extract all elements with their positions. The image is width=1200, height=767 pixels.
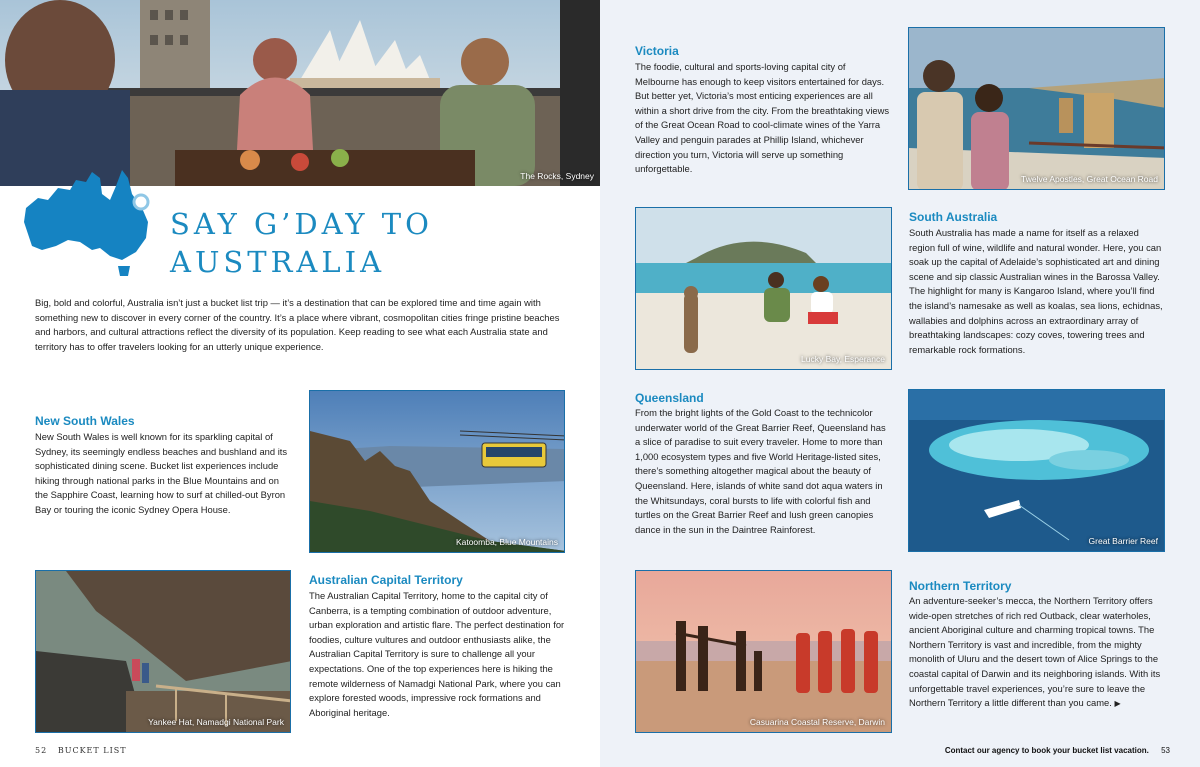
- nsw-photo: [309, 390, 565, 553]
- right-folio: [945, 746, 1170, 755]
- qld-photo: [908, 389, 1165, 552]
- right-page: [600, 0, 1200, 767]
- qld-heading: Queensland: [635, 391, 704, 405]
- nsw-photo-art: [310, 391, 565, 553]
- nsw-heading: New South Wales: [35, 414, 135, 428]
- page-title-line-1: SAY G’DAY TO: [170, 207, 433, 241]
- vic-text: The foodie, cultural and sports-loving capital city of Melbourne has enough to keep visitors entertained for days. But better yet, Victoria’s most enticing experiences are all within a short drive from the city. From the breathtaking views of the Great Ocean Road to cool-climate wines of the Yarra Valley and penguin parades at Phillip Island, whichever direction you turn, Victoria will serve up something unforgettable.: [635, 61, 890, 175]
- page-title-line-2: AUSTRALIA: [170, 245, 386, 279]
- sa-photo-art: [636, 208, 892, 370]
- act-heading: Australian Capital Territory: [309, 573, 463, 587]
- act-text: The Australian Capital Territory, home to the capital city of Canberra, is a tempting combination of outdoor adventure, urban exploration and artistic flare. The perfect destination for foodies, culture vultures and outdoor enthusiasts alike, the Australian Capital Territory is sure to challenge all your expectations. One of the top experiences here is hiking the remote wilderness of Namadgi National Park, where you can explore forested woods, impressive rock formations and Aboriginal heritage.: [309, 590, 565, 718]
- hero-photo: [0, 0, 600, 186]
- nt-text: [909, 594, 1167, 712]
- left-page-number: 52: [35, 746, 48, 755]
- act-photo-art: [36, 571, 291, 733]
- page-title: [170, 205, 433, 281]
- act-photo-caption: Yankee Hat, Namadgi National Park: [148, 717, 284, 727]
- sa-heading: South Australia: [909, 210, 998, 224]
- booking-cta: Contact our agency to book your bucket list vacation.: [944, 746, 1149, 755]
- vic-photo: [908, 27, 1165, 190]
- sa-text: South Australia has made a name for itself as a relaxed region full of wine, wildlife and natural wonder. Here, you can soak up the capital of Adelaide’s sophisticated art and dining scene and sip classic Australian wines in the Barossa Valley. The highlight for many is Kangaroo Island, where you’ll find the island’s namesake as well as koalas, sea lions, echidnas, wallabies and dolphins across an extraordinary array of breathtaking landscapes: cozy coves, towering trees and remarkable rock formations.: [909, 227, 1163, 355]
- hero-photo-caption: The Rocks, Sydney: [520, 171, 594, 181]
- nsw-text: New South Wales is well known for its sparkling capital of Sydney, its seemingly endless beaches and bushland and its sophisticated dining scene. Bucket list experiences include hiking through national parks in the Blue Mountains and on the Sapphire Coast, learning how to surf at chilled-out Byron Bay or touring the iconic Sydney Opera House.: [35, 431, 288, 515]
- intro-paragraph: Big, bold and colorful, Australia isn’t just a bucket list trip — it’s a destination that can be explored time and time again with something new to discover in every corner of the country. It’s a place where vibrant, cosmopolitan cities fringe pristine beaches and harbors, and cultural attractions reflect the diversity of its population. Keep reading to see what each Australia state and territory has to offer travelers looking for an utterly unique experience.: [35, 297, 560, 352]
- nt-text-body: An adventure-seeker’s mecca, the Northern Territory offers wide-open stretches of rich red Outback, clear waterholes, ancient Aboriginal culture and charming tropical towns. The Northern Territory is vast and incredible, from the mighty monolith of Uluru and the desert town of Alice Springs to the coastal capital of Darwin and its neighboring islands. With its unforgettable travel experiences, you’re sure to leave the Northern Territory a little different than you came.: [909, 595, 1161, 709]
- sa-photo-caption: Lucky Bay, Esperance: [801, 354, 885, 364]
- qld-photo-caption: Great Barrier Reef: [1088, 536, 1158, 546]
- qld-text: From the bright lights of the Gold Coast to the technicolor underwater world of the Great Barrier Reef, Queensland has a slice of paradise to suit every traveler. Home to more than 1,000 ecosystem types and five World Heritage-listed sites, there’s something altogether magical about the beauty of Queensland. Here, islands of white sand dot aqua waters in the Whitsundays, coral bursts to life with colorful fish and turtles on the Great Barrier Reef and lush green canopies dance in the sun in the Daintree Rainforest.: [635, 407, 886, 535]
- continue-arrow-icon: ▶: [1114, 699, 1121, 709]
- right-page-number: 53: [1161, 746, 1170, 755]
- vic-heading: Victoria: [635, 44, 679, 58]
- sa-photo: [635, 207, 892, 370]
- hero-photo-art: [0, 0, 600, 186]
- vic-photo-caption: Twelve Apostles, Great Ocean Road: [1020, 174, 1158, 184]
- nt-heading: Northern Territory: [909, 579, 1012, 593]
- vic-photo-art: [909, 28, 1165, 190]
- publication-name: BUCKET LIST: [57, 746, 127, 755]
- australia-map-icon: [18, 160, 158, 285]
- nt-photo-caption: Casuarina Coastal Reserve, Darwin: [749, 717, 885, 727]
- nt-photo: [635, 570, 892, 733]
- nsw-photo-caption: Katoomba, Blue Mountains: [455, 537, 558, 547]
- nt-photo-art: [636, 571, 892, 733]
- qld-photo-art: [909, 390, 1165, 552]
- act-photo: [35, 570, 291, 733]
- left-folio: [35, 746, 127, 755]
